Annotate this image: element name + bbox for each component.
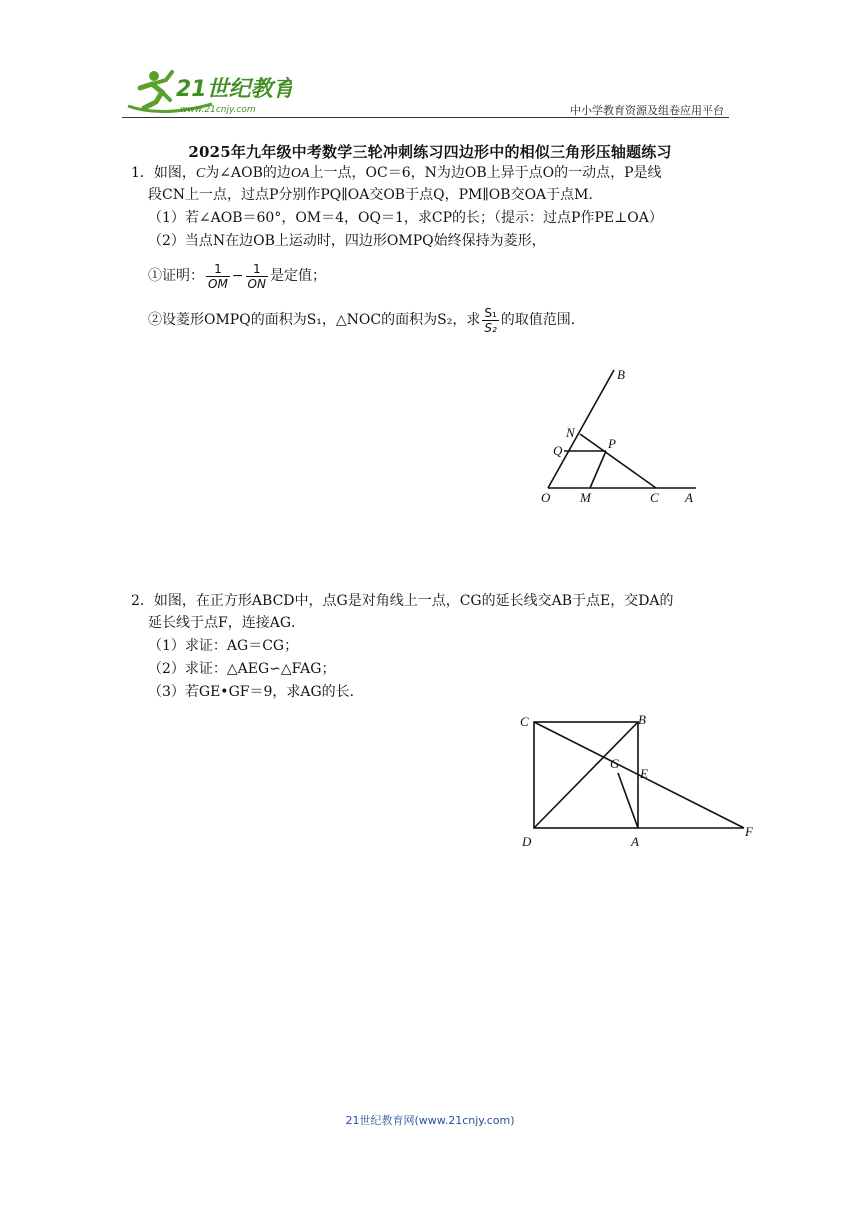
q1-line1	[131, 162, 662, 185]
q1-number: 1．	[131, 165, 154, 181]
frac-numerator: 1	[206, 262, 230, 277]
label-m: M	[580, 490, 591, 505]
label-g: G	[610, 756, 620, 771]
frac-numerator: S₁	[484, 305, 497, 320]
q2-part1: （1）求证：AG＝CG；	[148, 638, 299, 654]
label-a: A	[631, 834, 639, 849]
q1-sub1	[148, 260, 326, 292]
ray-ob	[548, 370, 614, 488]
q1-sub1-suffix: 是定值；	[269, 268, 326, 284]
fraction-1-over-om	[206, 262, 230, 291]
site-name: 中小学教育资源及组卷应用平台	[570, 104, 724, 117]
q1-text-e: 上一点，OC＝6，N为边OB上异于点O的一动点，P是线	[309, 165, 662, 181]
q2-geometry-figure	[516, 712, 762, 852]
fraction-1-over-on	[246, 262, 268, 291]
q1-text-d: OA	[290, 166, 310, 181]
footer-link[interactable]: 21世纪教育网(www.21cnjy.com)	[345, 1114, 515, 1127]
q2-line1-text: 如图，在正方形ABCD中，点G是对角线上一点，CG的延长线交AB于点E，交DA的	[153, 593, 674, 609]
label-n: N	[566, 425, 575, 440]
q1-line2: 段CN上一点，过点P分别作PQ∥OA交OB于点Q，PM∥OB交OA于点M．	[148, 187, 603, 203]
label-q: Q	[553, 443, 563, 458]
fraction-s1-over-s2	[482, 306, 498, 335]
site-logo	[122, 62, 292, 120]
q2-line2: 延长线于点F，连接AG．	[148, 615, 306, 631]
segment-ag	[618, 773, 638, 828]
q1-sub1-prefix: ①证明：	[148, 268, 204, 284]
diagonal-db	[534, 722, 638, 828]
minus-sign: −	[231, 268, 244, 284]
label-c: C	[650, 490, 659, 505]
q1-text-c: 为∠AOB的边	[205, 165, 291, 181]
label-e: E	[640, 766, 648, 781]
runner-logo-icon	[122, 62, 292, 120]
frac-numerator: 1	[246, 262, 268, 277]
q2-part3: （3）若GE•GF＝9，求AG的长．	[148, 684, 364, 700]
logo-text: 21世纪教育	[176, 77, 292, 102]
segment-pm	[590, 451, 606, 488]
label-o: O	[541, 490, 551, 505]
line-cf	[534, 722, 744, 828]
segment-nc	[580, 434, 656, 488]
frac-denominator: ON	[247, 276, 266, 291]
frac-denominator: S₂	[484, 320, 497, 335]
q1-part2: （2）当点N在边OB上运动时，四边形OMPQ始终保持为菱形，	[148, 233, 546, 249]
header-divider	[122, 117, 729, 118]
q1-geometry-figure	[536, 362, 702, 510]
q2-line1	[131, 590, 674, 612]
q2-number: 2．	[131, 593, 154, 609]
label-b: B	[617, 367, 625, 382]
q2-part2: （2）求证：△AEG∽△FAG；	[148, 661, 336, 677]
label-d: D	[522, 834, 532, 849]
label-f: F	[745, 824, 753, 839]
label-p: P	[608, 436, 616, 451]
q1-text-a: 如图，	[153, 165, 196, 181]
q1-sub2-suffix: 的取值范围．	[500, 312, 585, 328]
q1-sub2-prefix: ②设菱形OMPQ的面积为S₁，△NOC的面积为S₂，求	[148, 312, 481, 328]
document-title: 2025年九年级中考数学三轮冲刺练习四边形中的相似三角形压轴题练习	[188, 143, 672, 161]
logo-url: www.21cnjy.com	[180, 105, 256, 115]
frac-denominator: OM	[208, 276, 228, 291]
q1-text-b: C	[195, 166, 206, 181]
label-b: B	[638, 712, 646, 727]
q1-sub2	[148, 304, 585, 336]
q1-part1: （1）若∠AOB＝60°，OM＝4，OQ＝1，求CP的长；（提示：过点P作PE⊥OA）	[148, 210, 663, 226]
label-c: C	[520, 714, 529, 729]
label-a: A	[685, 490, 693, 505]
